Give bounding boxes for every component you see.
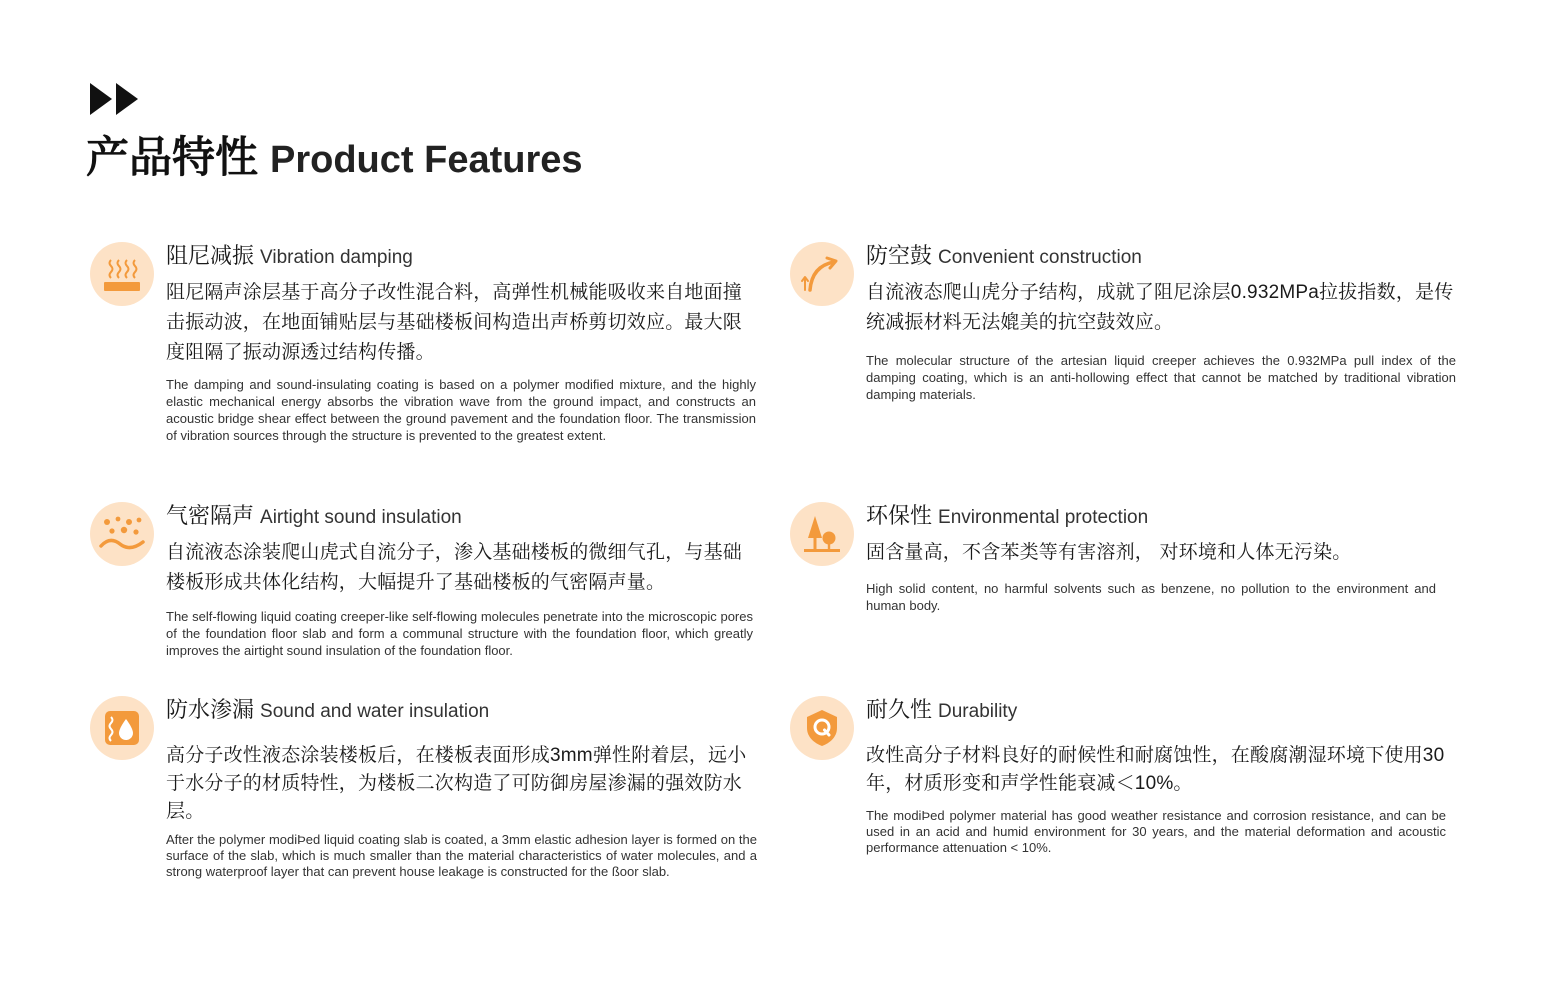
feature-description-cn: 阻尼隔声涂层基于高分子改性混合料，高弹性机械能吸收来自地面撞击振动波，在地面铺贴层与基础楼板间构造出声桥剪切效应。最大限度阻隔了振动源透过结构传播。 xyxy=(166,282,743,363)
feature-title-en: Sound and water insulation xyxy=(260,701,490,722)
feature-description-en: The modiÞed polymer material has good weather resistance and corrosion resistance, and can be used in an acid and humid environment for 30 years, and the material deformation and acoustic performance attenuation < 10%. xyxy=(866,808,1446,855)
shield-q-icon xyxy=(790,696,854,760)
page-title-cn: 产品特性 xyxy=(86,134,258,182)
water-drop-icon xyxy=(90,696,154,760)
feature-title-en: Vibration damping xyxy=(260,247,413,268)
double-arrow-icon xyxy=(90,83,138,115)
feature-title-cn: 防空鼓 xyxy=(866,243,933,268)
feature-title-cn: 耐久性 xyxy=(866,697,933,722)
feature-description-cn: 改性高分子材料良好的耐候性和耐腐蚀性，在酸腐潮湿环境下使用30年，材质形变和声学性能衰减＜10%。 xyxy=(866,745,1445,794)
tree-icon xyxy=(790,502,854,566)
curved-arrow-icon xyxy=(790,242,854,306)
feature-description-en: The molecular structure of the artesian liquid creeper achieves the 0.932MPa pull index of the damping coating, which is an anti-hollowing effect that cannot be matched by traditional vibration damping materials. xyxy=(866,353,1456,402)
feature-description-en: The self-flowing liquid coating creeper-like self-flowing molecules penetrate into the microscopic pores of the foundation floor slab and form a communal structure with the foundation floor, which greatly improves the airtight sound insulation of the foundation floor. xyxy=(166,609,753,658)
feature-description-cn: 固含量高，不含苯类等有害溶剂， 对环境和人体无污染。 xyxy=(866,542,1352,563)
feature-description-en: High solid content, no harmful solvents such as benzene, no pollution to the environment and human body. xyxy=(866,581,1436,613)
feature-title-en: Convenient construction xyxy=(938,247,1142,268)
feature-heading xyxy=(166,502,753,532)
feature-description-cn: 高分子改性液态涂装楼板后，在楼板表面形成3mm弹性附着层，远小于水分子的材质特性，为楼板二次构造了可防御房屋渗漏的强效防水层。 xyxy=(166,745,747,822)
feature-title-cn: 环保性 xyxy=(866,503,933,528)
feature-heading xyxy=(166,696,757,726)
feature-heading xyxy=(166,242,756,272)
feature-description-cn: 自流液态涂装爬山虎式自流分子，渗入基础楼板的微细气孔，与基础楼板形成共体化结构，大幅提升了基础楼板的气密隔声量。 xyxy=(166,542,743,593)
feature-description-en: The damping and sound-insulating coating is based on a polymer modified mixture, and the highly elastic mechanical energy absorbs the vibration wave from the ground impact, and constructs an acoustic bridge shear effect between the ground pavement and the foundation floor. The transmission of vibration sources through the structure is prevented to the greatest extent. xyxy=(166,377,756,443)
feature-heading xyxy=(866,242,1456,272)
feature-description-en: After the polymer modiÞed liquid coating slab is coated, a 3mm elastic adhesion layer is formed on the surface of the slab, which is much smaller than the material characteristics of water molecules, and a strong waterproof layer that can prevent house leakage is constructed for the ßoor slab. xyxy=(166,832,757,879)
feature-heading xyxy=(866,502,1456,532)
page-title-en: Product Features xyxy=(270,139,583,181)
feature-title-cn: 阻尼减振 xyxy=(166,243,255,268)
page-title xyxy=(86,128,583,191)
feature-title-cn: 防水渗漏 xyxy=(166,697,255,722)
feature-description-cn: 自流液态爬山虎分子结构，成就了阻尼涂层0.932MPa拉拔指数，是传统减振材料无法媲美的抗空鼓效应。 xyxy=(866,282,1454,333)
bubbles-icon xyxy=(90,502,154,566)
feature-title-en: Environmental protection xyxy=(938,507,1149,528)
feature-title-en: Durability xyxy=(938,701,1018,722)
heat-waves-icon xyxy=(90,242,154,306)
feature-heading xyxy=(866,696,1446,726)
feature-title-cn: 气密隔声 xyxy=(166,503,255,528)
feature-title-en: Airtight sound insulation xyxy=(260,507,462,528)
